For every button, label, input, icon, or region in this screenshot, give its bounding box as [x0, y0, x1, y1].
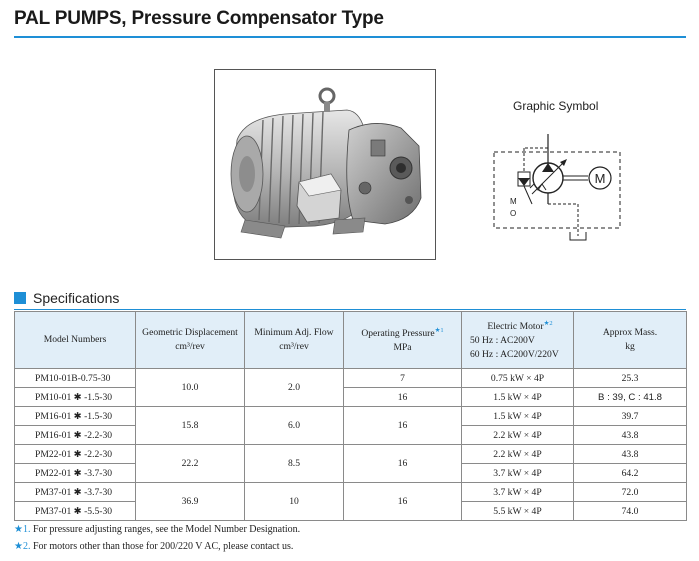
table-row: PM10-01 ✱ -1.5-30 16 1.5 kW × 4P B : 39, C : 41.8: [15, 388, 687, 407]
specifications-table: [14, 311, 687, 521]
footnote-1: ★1. For pressure adjusting ranges, see the Model Number Designation.: [14, 524, 301, 535]
table-row: PM37-01 ✱ -3.7-30 36.9 10 16 3.7 kW × 4P 72.0: [15, 483, 687, 502]
specifications-rule: [14, 309, 686, 310]
specifications-heading: [14, 289, 119, 307]
table-header-row: [15, 312, 687, 369]
table-row: PM37-01 ✱ -5.5-30 5.5 kW × 4P 74.0: [15, 502, 687, 521]
pump-motor-photo-icon: [215, 70, 436, 260]
heading-marker: [14, 292, 26, 304]
symbol-motor-letter: M: [594, 171, 606, 186]
product-photo-frame: [214, 69, 436, 260]
header-flow: Minimum Adj. Flow cm³/rev: [245, 312, 344, 369]
specifications-label: Specifications: [33, 290, 120, 306]
title-rule: [14, 36, 686, 38]
header-mass: Approx Mass. kg: [574, 312, 687, 369]
header-motor: Electric Motor$^{★2}$ 50 Hz : AC200V 60 Hz : AC200V/220V: [462, 312, 574, 369]
header-model: Model Numbers: [15, 312, 136, 369]
table-row: PM22-01 ✱ -2.2-30 22.2 8.5 16 2.2 kW × 4P 43.8: [15, 445, 687, 464]
header-displacement: Geometric Displacement cm³/rev: [136, 312, 245, 369]
footnote-2: ★2. For motors other than those for 200/220 V AC, please contact us.: [14, 541, 294, 552]
hydraulic-graphic-symbol-icon: [488, 128, 628, 246]
symbol-m-letter: M: [510, 197, 517, 206]
symbol-o-letter: O: [510, 209, 517, 218]
header-pressure: Operating Pressure$^{★1}$ MPa: [344, 312, 462, 369]
footnotes: [14, 521, 300, 555]
table-row: PM10-01B-0.75-30 10.0 2.0 7 0.75 kW × 4P 25.3: [15, 369, 687, 388]
table-row: PM22-01 ✱ -3.7-30 3.7 kW × 4P 64.2: [15, 464, 687, 483]
page-title: PAL PUMPS, Pressure Compensator Type: [14, 8, 384, 29]
graphic-symbol-label: Graphic Symbol: [513, 99, 599, 113]
table-row: PM16-01 ✱ -2.2-30 2.2 kW × 4P 43.8: [15, 426, 687, 445]
table-row: PM16-01 ✱ -1.5-30 15.8 6.0 16 1.5 kW × 4P 39.7: [15, 407, 687, 426]
